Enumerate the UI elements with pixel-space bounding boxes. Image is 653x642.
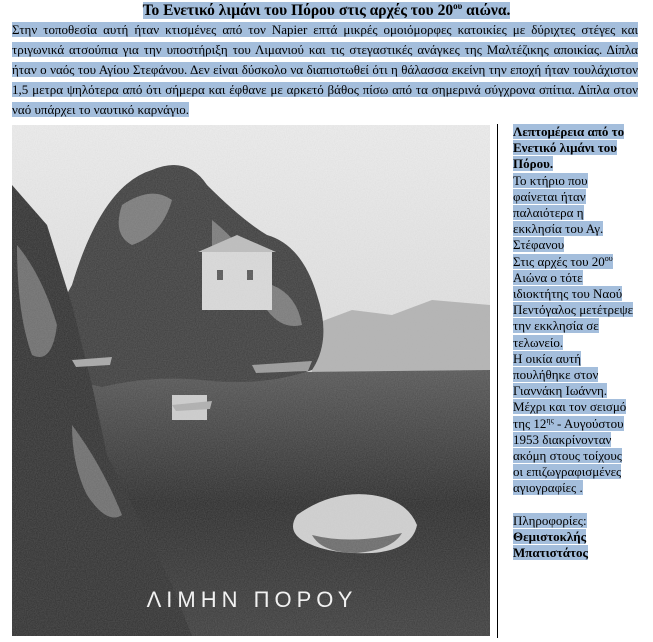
sidebar-paragraph: Μέχρι και τον σεισμό της $12^{\eta\varsigma}$ - Αυγούστου 1953 διακρίνονταν ακόμη στους τοίχους οι επιζωγραφισμένες αγιογραφίες . xyxy=(513,399,627,496)
info-label: Πληροφορίες: xyxy=(513,512,587,528)
sidebar-heading: Λεπτομέρεια από το Ενετικό λιμάνι του Πόρου. xyxy=(513,124,625,172)
column-divider xyxy=(497,124,498,638)
intro-paragraph xyxy=(12,20,638,120)
info-name: Θεμιστοκλής Μπατιστάτος xyxy=(513,528,588,561)
sidebar-paragraph: Στις αρχές του $20^{o\upsilon}$ Αιώνα ο τότε ιδιοκτήτης του Ναού Πεντόγαλος μετέτρεψε την εκκλησία σε τελωνείο. xyxy=(513,253,634,350)
title-superscript: ου xyxy=(453,1,463,11)
sidebar-text xyxy=(513,124,635,561)
page-title xyxy=(0,2,653,19)
sidebar-paragraph: Το κτήριο που φαίνεται ήταν παλαιότερα η εκκλησία του Αγ. Στέφανου xyxy=(513,172,604,253)
intro-text: Στην τοποθεσία αυτή ήταν κτισμένες από τον Napier επτά μικρές ομοιόμορφες κατοικίες με δύριχτες στέγες και τριγωνικά ατσούπια για την υποστήριξη του Λιμανιού και τις στεγαστικές ανάγκες της Μαλτέζικης αποικίας. Δίπλα ήταν ο ναός του Αγίου Στεφάνου. Δεν είναι δύσκολο να διαπιστωθεί ότι η θάλασσα εκείνη την εποχή ήταν τουλάχιστον 1,5 μετρα ψηλότερα από ότι σήμερα και έφθανε με αρκετό βάθος πίσω από τα σημερινά σύγχρονα σπίτια. Δίπλα στον ναό υπάρχει το ναυτικό καρνάγιο. xyxy=(12,22,638,117)
title-text: Το Ενετικό λιμάνι του Πόρου στις αρχές του 20 xyxy=(142,2,454,19)
title-suffix: αιώνα. xyxy=(462,2,511,19)
harbor-photo xyxy=(12,125,490,636)
sidebar-paragraph: Η οικία αυτή πουλήθηκε στον Γιαννάκη Ιωάννη. xyxy=(513,350,608,399)
photo-caption: ΛΙΜΗΝ ΠΟΡΟΥ xyxy=(146,587,358,612)
